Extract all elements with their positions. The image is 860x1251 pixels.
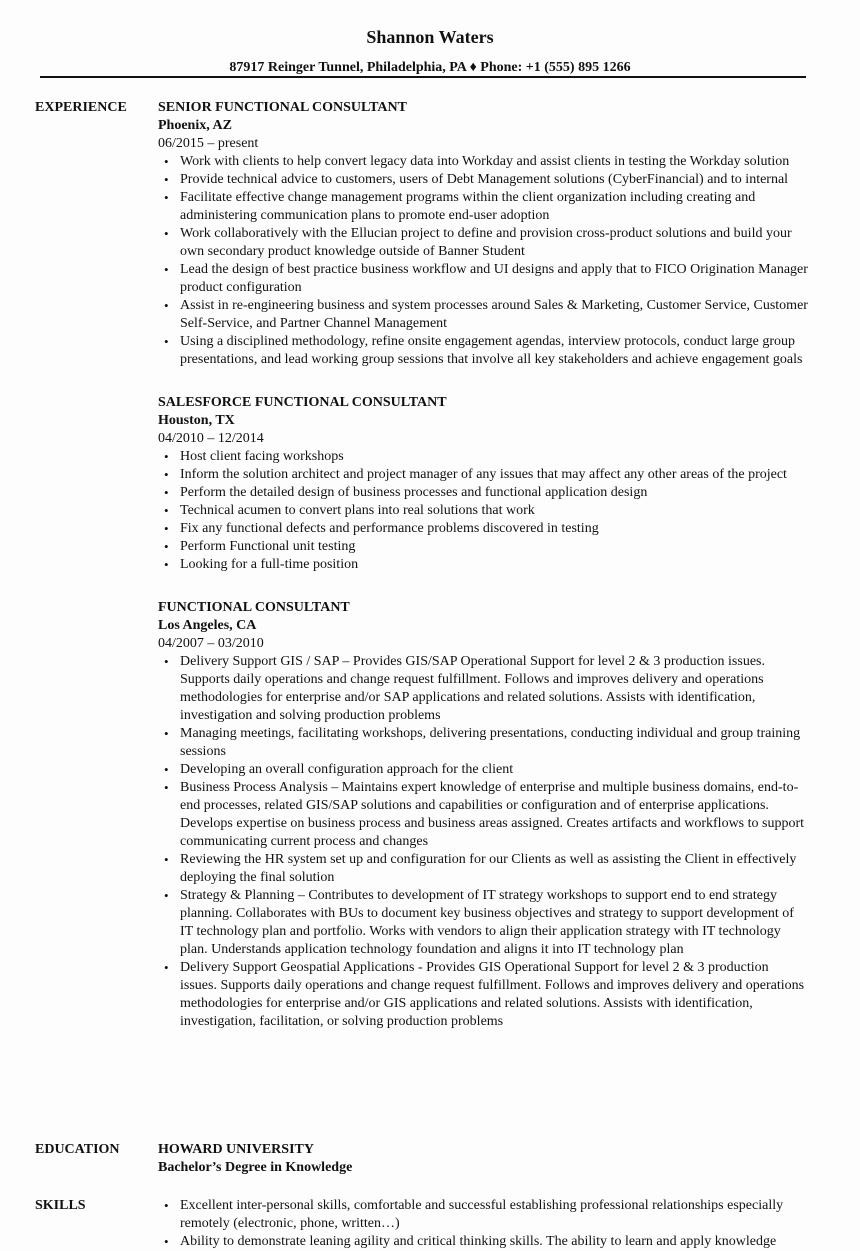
bullet-item: • Perform the detailed design of business processes and functional application design bbox=[158, 484, 808, 502]
job-entry bbox=[158, 394, 808, 574]
degree: Bachelor’s Degree in Knowledge bbox=[158, 1160, 353, 1175]
job-bullets bbox=[158, 653, 808, 1031]
job-title: FUNCTIONAL CONSULTANT bbox=[158, 600, 350, 615]
section-label-education: EDUCATION bbox=[35, 1142, 120, 1157]
bullet-item: • Strategy & Planning – Contributes to development of IT strategy workshops to support end to end strategy planning. Collaborates with BUs to document key business objectives and strategy to support development of IT technology plan and portfolio. Works with vendors to align their application strategy with IT technology plan. Understands application technology foundation and aligns it into IT technology plan bbox=[158, 887, 808, 959]
bullet-item: • Developing an overall configuration approach for the client bbox=[158, 761, 808, 779]
bullet-item: • Technical acumen to convert plans into real solutions that work bbox=[158, 502, 808, 520]
job-title: SALESFORCE FUNCTIONAL CONSULTANT bbox=[158, 395, 447, 410]
job-location: Houston, TX bbox=[158, 413, 235, 428]
contact-line: 87917 Reinger Tunnel, Philadelphia, PA ♦ Phone: +1 (555) 895 1266 bbox=[229, 60, 631, 75]
skills-bullets bbox=[158, 1197, 808, 1251]
bullet-item: • Facilitate effective change management programs within the client organization including creating and administering communication plans to promote end-user adoption bbox=[158, 189, 808, 225]
bullet-item: • Delivery Support Geospatial Applications - Provides GIS Operational Support for level 2 & 3 production issues. Supports daily operations and change request fulfillment. Follows and improves delivery and operations methodologies for enterprise and/or GIS applications and related solutions. Assists with identification, investigation, facilitation, or solving production problems bbox=[158, 959, 808, 1031]
education-body bbox=[158, 1141, 808, 1177]
bullet-item: • Ability to demonstrate leaning agility and critical thinking skills. The ability to learn and apply knowledge bbox=[158, 1233, 808, 1251]
job-location: Phoenix, AZ bbox=[158, 118, 232, 133]
job-entry bbox=[158, 99, 808, 369]
bullet-item: • Perform Functional unit testing bbox=[158, 538, 808, 556]
job-bullets bbox=[158, 153, 808, 369]
experience-body bbox=[158, 99, 808, 1056]
bullet-item: • Work with clients to help convert legacy data into Workday and assist clients in testing the Workday solution bbox=[158, 153, 808, 171]
bullet-item: • Excellent inter-personal skills, comfortable and successful establishing professional relationships especially remotely (electronic, phone, written…) bbox=[158, 1197, 808, 1233]
bullet-item: • Delivery Support GIS / SAP – Provides GIS/SAP Operational Support for level 2 & 3 production issues. Supports daily operations and change request fulfillment. Follows and improves delivery and operations methodologies for enterprise and/or SAP applications and related solutions. Assists with identification, investigation and solving production problems bbox=[158, 653, 808, 725]
section-label-skills: SKILLS bbox=[35, 1198, 86, 1213]
job-location: Los Angeles, CA bbox=[158, 618, 257, 633]
section-label-experience: EXPERIENCE bbox=[35, 100, 127, 115]
job-entry bbox=[158, 599, 808, 1031]
bullet-item: • Looking for a full-time position bbox=[158, 556, 808, 574]
job-dates: 04/2007 – 03/2010 bbox=[158, 636, 264, 651]
job-dates: 04/2010 – 12/2014 bbox=[158, 431, 264, 446]
bullet-item: • Reviewing the HR system set up and configuration for our Clients as well as assisting the Client in effectively deploying the final solution bbox=[158, 851, 808, 887]
bullet-item: • Managing meetings, facilitating workshops, delivering presentations, conducting individual and group training sessions bbox=[158, 725, 808, 761]
job-bullets bbox=[158, 448, 808, 574]
bullet-item: • Lead the design of best practice business workflow and UI designs and apply that to FICO Origination Manager product configuration bbox=[158, 261, 808, 297]
school-name: HOWARD UNIVERSITY bbox=[158, 1142, 314, 1157]
header-divider bbox=[40, 76, 806, 78]
bullet-item: • Host client facing workshops bbox=[158, 448, 808, 466]
bullet-item: • Work collaboratively with the Ellucian project to define and provision cross-product solutions and build your own secondary product knowledge outside of Banner Student bbox=[158, 225, 808, 261]
bullet-item: • Using a disciplined methodology, refine onsite engagement agendas, interview protocols, conduct large group presentations, and lead working group sessions that involve all key stakeholders and achieve engagement goals bbox=[158, 333, 808, 369]
bullet-item: • Inform the solution architect and project manager of any issues that may affect any other areas of the project bbox=[158, 466, 808, 484]
job-dates: 06/2015 – present bbox=[158, 136, 259, 151]
bullet-item: • Provide technical advice to customers, users of Debt Management solutions (CyberFinancial) and to internal bbox=[158, 171, 808, 189]
skills-body bbox=[158, 1197, 808, 1251]
bullet-item: • Business Process Analysis – Maintains expert knowledge of enterprise and multiple business domains, end-to-end processes, related GIS/SAP solutions and capabilities or configuration and of enterprise applications. Develops expertise on business process and business areas assigned. Creates artifacts and workflows to support communicating current process and changes bbox=[158, 779, 808, 851]
bullet-item: • Assist in re-engineering business and system processes around Sales & Marketing, Customer Service, Customer Self-Service, and Partner Channel Management bbox=[158, 297, 808, 333]
candidate-name: Shannon Waters bbox=[366, 27, 494, 47]
job-title: SENIOR FUNCTIONAL CONSULTANT bbox=[158, 100, 407, 115]
bullet-item: • Fix any functional defects and performance problems discovered in testing bbox=[158, 520, 808, 538]
